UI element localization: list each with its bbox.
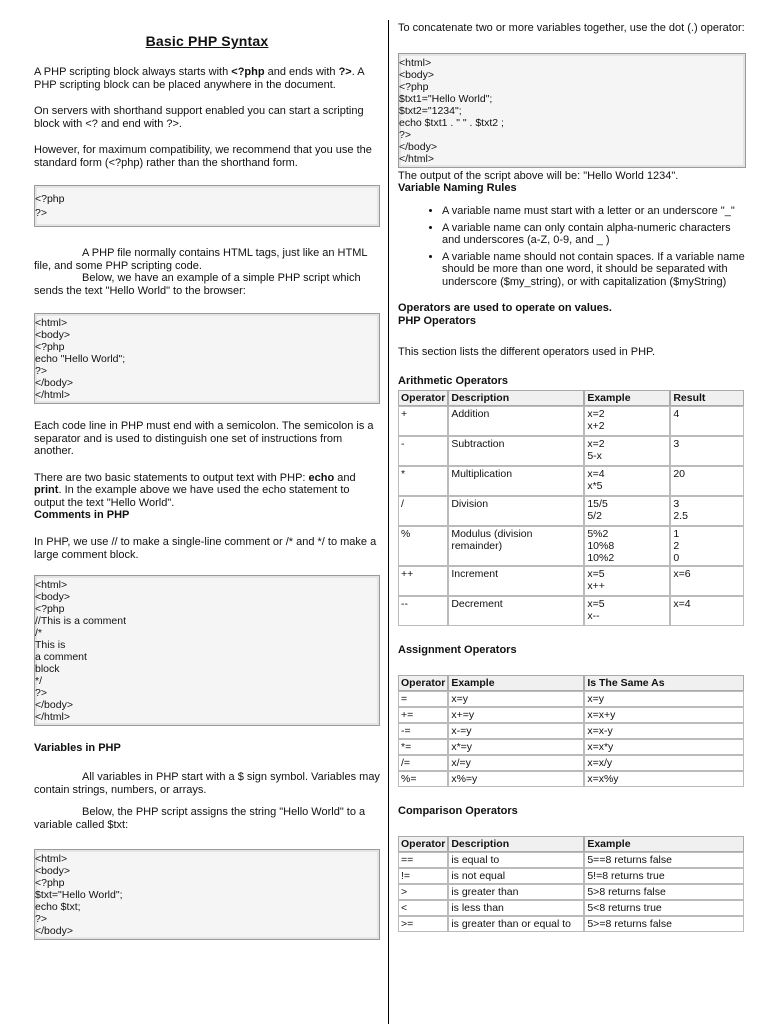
code-line: <body> bbox=[399, 68, 435, 81]
table-cell: 5!=8 returns true bbox=[584, 868, 744, 884]
table-cell: 1 2 0 bbox=[670, 526, 744, 566]
naming-rules-list bbox=[398, 205, 746, 288]
table-header: Operator bbox=[398, 675, 448, 691]
table-cell: * bbox=[398, 466, 448, 496]
table-cell: 5%2 10%8 10%2 bbox=[584, 526, 670, 566]
paragraph: Each code line in PHP must end with a semicolon. The semicolon is a separator and is used to distinguish one set of instructions from another. bbox=[34, 420, 374, 457]
paragraph: All variables in PHP start with a $ sign symbol. Variables may contain strings, numbers, or arrays. bbox=[34, 771, 380, 796]
code-line: ?> bbox=[35, 687, 47, 699]
assignment-operators-table bbox=[398, 675, 744, 787]
table-row bbox=[398, 466, 744, 496]
code-line: <?php bbox=[35, 341, 65, 353]
code-line: <?php bbox=[35, 603, 65, 615]
table-row bbox=[398, 900, 744, 916]
code-line: */ bbox=[35, 675, 43, 687]
table-cell: is less than bbox=[448, 900, 584, 916]
paragraph: There are two basic statements to output text with PHP: echo and print. In the example above we have used the echo statement to output the text "Hello World". bbox=[34, 471, 356, 509]
paragraph: Below, the PHP script assigns the string "Hello World" to a variable called $txt: bbox=[34, 806, 366, 831]
table-cell: x+=y bbox=[448, 707, 584, 723]
code-line: <?php bbox=[35, 193, 65, 205]
code-line: <?php bbox=[35, 877, 65, 889]
table-cell: x=y bbox=[584, 691, 744, 707]
column-divider bbox=[388, 20, 389, 1024]
code-line: <html> bbox=[35, 853, 68, 865]
table-cell: x=5 x-- bbox=[584, 596, 670, 626]
table-row bbox=[398, 566, 744, 596]
table-header: Example bbox=[584, 390, 670, 406]
code-line: <body> bbox=[35, 865, 71, 877]
code-line: ?> bbox=[399, 128, 411, 141]
table-cell: > bbox=[398, 884, 448, 900]
section-heading: Operators are used to operate on values. PHP Operators bbox=[398, 302, 612, 327]
table-cell: x-=y bbox=[448, 723, 584, 739]
table-cell: Addition bbox=[448, 406, 584, 436]
table-row bbox=[398, 771, 744, 787]
table-cell: x*=y bbox=[448, 739, 584, 755]
paragraph: The output of the script above will be: "Hello World 1234". bbox=[398, 169, 679, 182]
paragraph: To concatenate two or more variables together, use the dot (.) operator: bbox=[398, 22, 745, 34]
table-cell: is greater than or equal to bbox=[448, 916, 584, 932]
code-line: <html> bbox=[399, 56, 432, 69]
table-cell: 4 bbox=[670, 406, 744, 436]
table-row bbox=[398, 916, 744, 932]
table-cell: 5>=8 returns false bbox=[584, 916, 744, 932]
list-item: • A variable name must start with a letter or an underscore "_" bbox=[442, 205, 746, 218]
code-line: <body> bbox=[35, 329, 71, 341]
table-cell: is equal to bbox=[448, 852, 584, 868]
table-cell: x=2 x+2 bbox=[584, 406, 670, 436]
table-cell: x=2 5-x bbox=[584, 436, 670, 466]
table-cell: Subtraction bbox=[448, 436, 584, 466]
table-cell: /= bbox=[398, 755, 448, 771]
code-line: </body> bbox=[35, 377, 73, 389]
table-cell: Increment bbox=[448, 566, 584, 596]
code-line: ?> bbox=[35, 913, 47, 925]
table-cell: x=6 bbox=[670, 566, 744, 596]
code-line: //This is a comment bbox=[35, 615, 127, 627]
paragraph: This section lists the different operators used in PHP. bbox=[398, 346, 656, 358]
code-line: block bbox=[35, 663, 60, 675]
code-line: $txt1="Hello World"; bbox=[399, 92, 493, 105]
table-cell: x=x%y bbox=[584, 771, 744, 787]
table-cell: %= bbox=[398, 771, 448, 787]
code-line: <body> bbox=[35, 591, 71, 603]
table-cell: 5==8 returns false bbox=[584, 852, 744, 868]
table-header: Result bbox=[670, 390, 744, 406]
table-row bbox=[398, 496, 744, 526]
table-row bbox=[398, 691, 744, 707]
table-cell: x%=y bbox=[448, 771, 584, 787]
list-item: • A variable name can only contain alpha-numeric characters and underscores (a-Z, 0-9, and _ ) bbox=[442, 222, 746, 247]
code-block bbox=[398, 53, 746, 168]
section-heading: Comments in PHP bbox=[34, 509, 130, 521]
table-cell: is greater than bbox=[448, 884, 584, 900]
code-block bbox=[34, 575, 380, 726]
table-cell: is not equal bbox=[448, 868, 584, 884]
table-cell: 20 bbox=[670, 466, 744, 496]
table-cell: 15/5 5/2 bbox=[584, 496, 670, 526]
table-cell: == bbox=[398, 852, 448, 868]
code-line: </html> bbox=[35, 389, 71, 401]
table-cell: 3 2.5 bbox=[670, 496, 744, 526]
table-row bbox=[398, 884, 744, 900]
table-cell: Decrement bbox=[448, 596, 584, 626]
table-cell: >= bbox=[398, 916, 448, 932]
table-cell: ++ bbox=[398, 566, 448, 596]
code-line: </html> bbox=[399, 152, 435, 165]
code-line: echo $txt1 . " " . $txt2 ; bbox=[399, 116, 504, 129]
page-title: Basic PHP Syntax bbox=[145, 33, 269, 49]
table-cell: x/=y bbox=[448, 755, 584, 771]
code-line: This is bbox=[35, 639, 66, 651]
code-line: echo $txt; bbox=[35, 901, 81, 913]
table-cell: 5<8 returns true bbox=[584, 900, 744, 916]
paragraph: However, for maximum compatibility, we recommend that you use the standard form (<?php) rather than the shorthand form. bbox=[34, 144, 372, 169]
paragraph: Below, we have an example of a simple PHP script which sends the text "Hello World" to the browser: bbox=[34, 272, 361, 297]
table-header: Description bbox=[448, 390, 584, 406]
code-line: a comment bbox=[35, 651, 87, 663]
paragraph: In PHP, we use // to make a single-line comment or /* and */ to make a large comment block. bbox=[34, 536, 377, 561]
table-row bbox=[398, 755, 744, 771]
table-cell: x=4 x*5 bbox=[584, 466, 670, 496]
code-block bbox=[34, 313, 380, 404]
table-header: Operator bbox=[398, 836, 448, 852]
table-cell: = bbox=[398, 691, 448, 707]
code-block bbox=[34, 185, 380, 227]
code-line: ?> bbox=[35, 207, 47, 219]
right-column bbox=[398, 0, 746, 932]
table-row bbox=[398, 596, 744, 626]
section-heading: Variables in PHP bbox=[34, 742, 121, 754]
table-row bbox=[398, 723, 744, 739]
table-cell: x=5 x++ bbox=[584, 566, 670, 596]
code-line: </body> bbox=[399, 140, 437, 153]
table-cell: 5>8 returns false bbox=[584, 884, 744, 900]
code-line: /* bbox=[35, 627, 43, 639]
table-cell: Division bbox=[448, 496, 584, 526]
table-header: Example bbox=[448, 675, 584, 691]
code-line: </html> bbox=[35, 711, 71, 723]
table-row bbox=[398, 868, 744, 884]
table-row bbox=[398, 707, 744, 723]
list-item: • A variable name should not contain spaces. If a variable name should be more than one word, it should be separated with underscore ($my_string), or with capitalization ($myString) bbox=[442, 251, 746, 289]
section-heading: Arithmetic Operators bbox=[398, 374, 509, 387]
table-row bbox=[398, 526, 744, 566]
table-cell: != bbox=[398, 868, 448, 884]
table-cell: 3 bbox=[670, 436, 744, 466]
table-row bbox=[398, 739, 744, 755]
table-row bbox=[398, 436, 744, 466]
comparison-operators-table bbox=[398, 836, 744, 932]
table-header: Example bbox=[584, 836, 744, 852]
table-header: Description bbox=[448, 836, 584, 852]
code-line: </body> bbox=[35, 925, 73, 937]
table-cell: x=x-y bbox=[584, 723, 744, 739]
table-cell: x=x+y bbox=[584, 707, 744, 723]
table-cell: + bbox=[398, 406, 448, 436]
arithmetic-operators-table bbox=[398, 390, 744, 626]
table-cell: Modulus (division remainder) bbox=[448, 526, 584, 566]
table-header: Operator bbox=[398, 390, 448, 406]
section-heading: Assignment Operators bbox=[398, 643, 517, 656]
table-cell: x=4 bbox=[670, 596, 744, 626]
table-cell: -- bbox=[398, 596, 448, 626]
code-line: <html> bbox=[35, 579, 68, 591]
table-cell: -= bbox=[398, 723, 448, 739]
table-cell: += bbox=[398, 707, 448, 723]
code-block bbox=[34, 849, 380, 940]
paragraph: A PHP file normally contains HTML tags, just like an HTML file, and some PHP scripting code. bbox=[34, 247, 368, 272]
table-cell: x=y bbox=[448, 691, 584, 707]
code-line: $txt="Hello World"; bbox=[35, 889, 123, 901]
code-line: echo "Hello World"; bbox=[35, 353, 126, 365]
table-row bbox=[398, 406, 744, 436]
table-cell: x=x*y bbox=[584, 739, 744, 755]
code-line: </body> bbox=[35, 699, 73, 711]
table-cell: / bbox=[398, 496, 448, 526]
table-cell: % bbox=[398, 526, 448, 566]
table-row bbox=[398, 852, 744, 868]
left-column bbox=[34, 0, 380, 956]
section-heading: Variable Naming Rules bbox=[398, 182, 517, 194]
table-header: Is The Same As bbox=[584, 675, 744, 691]
paragraph: On servers with shorthand support enabled you can start a scripting block with <? and end with ?>. bbox=[34, 105, 364, 130]
code-line: <html> bbox=[35, 317, 68, 329]
paragraph: A PHP scripting block always starts with <?php and ends with ?>. A PHP scripting block can be placed anywhere in the document. bbox=[34, 66, 364, 91]
code-line: $txt2="1234"; bbox=[399, 104, 462, 117]
table-cell: < bbox=[398, 900, 448, 916]
table-cell: x=x/y bbox=[584, 755, 744, 771]
section-heading: Comparison Operators bbox=[398, 804, 518, 817]
code-line: ?> bbox=[35, 365, 47, 377]
table-cell: - bbox=[398, 436, 448, 466]
code-line: <?php bbox=[399, 80, 429, 93]
table-cell: *= bbox=[398, 739, 448, 755]
table-cell: Multiplication bbox=[448, 466, 584, 496]
